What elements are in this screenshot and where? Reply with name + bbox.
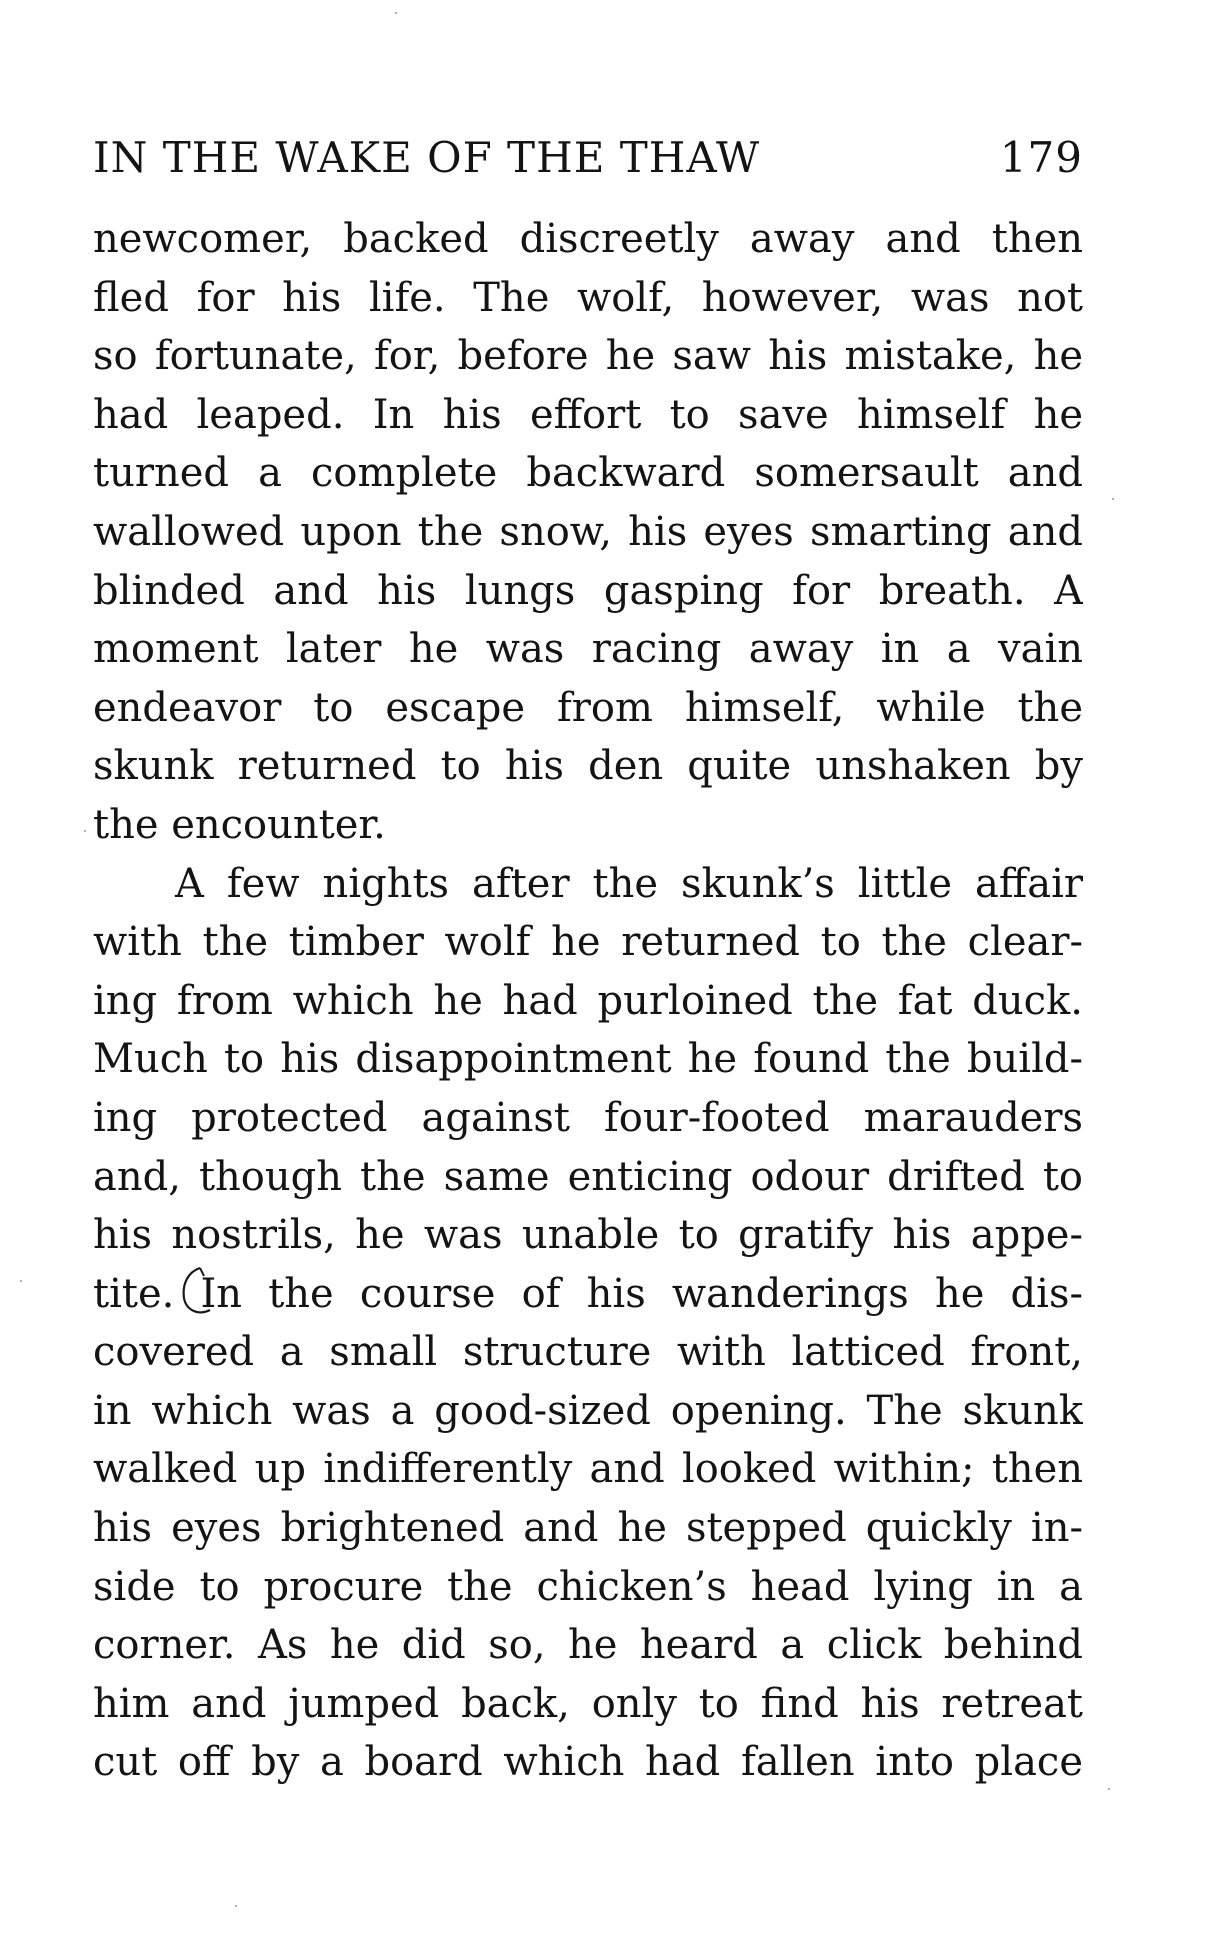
text-line: wallowed upon the snow, his eyes smarting and <box>93 508 1083 555</box>
body-text <box>93 210 1083 1792</box>
running-header <box>93 128 1083 188</box>
text-line: covered a small structure with latticed front, <box>93 1329 1083 1376</box>
page-number: 179 <box>999 133 1083 182</box>
paper-speck <box>1108 1788 1110 1790</box>
text-line: turned a complete backward somersault and <box>93 450 1083 497</box>
paragraph-first-line: A few nights after the skunk’s little affair <box>175 860 1083 907</box>
text-line: endeavor to escape from himself, while the <box>93 684 1083 731</box>
text-line: walked up indifferently and looked within; then <box>93 1446 1083 1493</box>
text-line: moment later he was racing away in a vain <box>93 626 1083 673</box>
text-line: tite. In the course of his wanderings he dis- <box>93 1270 1083 1317</box>
text-line: skunk returned to his den quite unshaken by <box>93 743 1083 790</box>
text-line: so fortunate, for, before he saw his mistake, he <box>93 333 1083 380</box>
paper-speck <box>1112 498 1114 500</box>
text-line: blinded and his lungs gasping for breath. A <box>93 567 1083 614</box>
running-title: IN THE WAKE OF THE THAW <box>93 133 761 182</box>
text-line: his eyes brightened and he stepped quickly in- <box>93 1505 1083 1552</box>
text-line: ing protected against four-footed marauders <box>93 1094 1083 1141</box>
text-line: cut off by a board which had fallen into place <box>93 1739 1083 1786</box>
paper-speck <box>20 1280 22 1282</box>
text-line: in which was a good-sized opening. The skunk <box>93 1387 1083 1434</box>
paper-speck <box>395 12 397 14</box>
text-line: ing from which he had purloined the fat duck. <box>93 977 1083 1024</box>
text-line: Much to his disappointment he found the build- <box>93 1036 1083 1083</box>
text-line: him and jumped back, only to find his retreat <box>93 1680 1083 1727</box>
text-line: newcomer, backed discreetly away and then <box>93 216 1083 262</box>
text-line: and, though the same enticing odour drifted to <box>93 1153 1083 1200</box>
text-line: side to procure the chicken’s head lying in a <box>93 1563 1083 1610</box>
text-line: with the timber wolf he returned to the clear- <box>93 919 1083 966</box>
paper-speck <box>235 1905 237 1907</box>
handwritten-paragraph-mark <box>178 1262 222 1322</box>
text-line: the encounter. <box>93 801 386 848</box>
text-line: his nostrils, he was unable to gratify his appe- <box>93 1212 1083 1259</box>
text-line: had leaped. In his effort to save himself he <box>93 391 1083 438</box>
text-line: corner. As he did so, he heard a click behind <box>93 1622 1083 1669</box>
paper-speck <box>84 830 86 832</box>
text-line: fled for his life. The wolf, however, was not <box>93 274 1083 321</box>
